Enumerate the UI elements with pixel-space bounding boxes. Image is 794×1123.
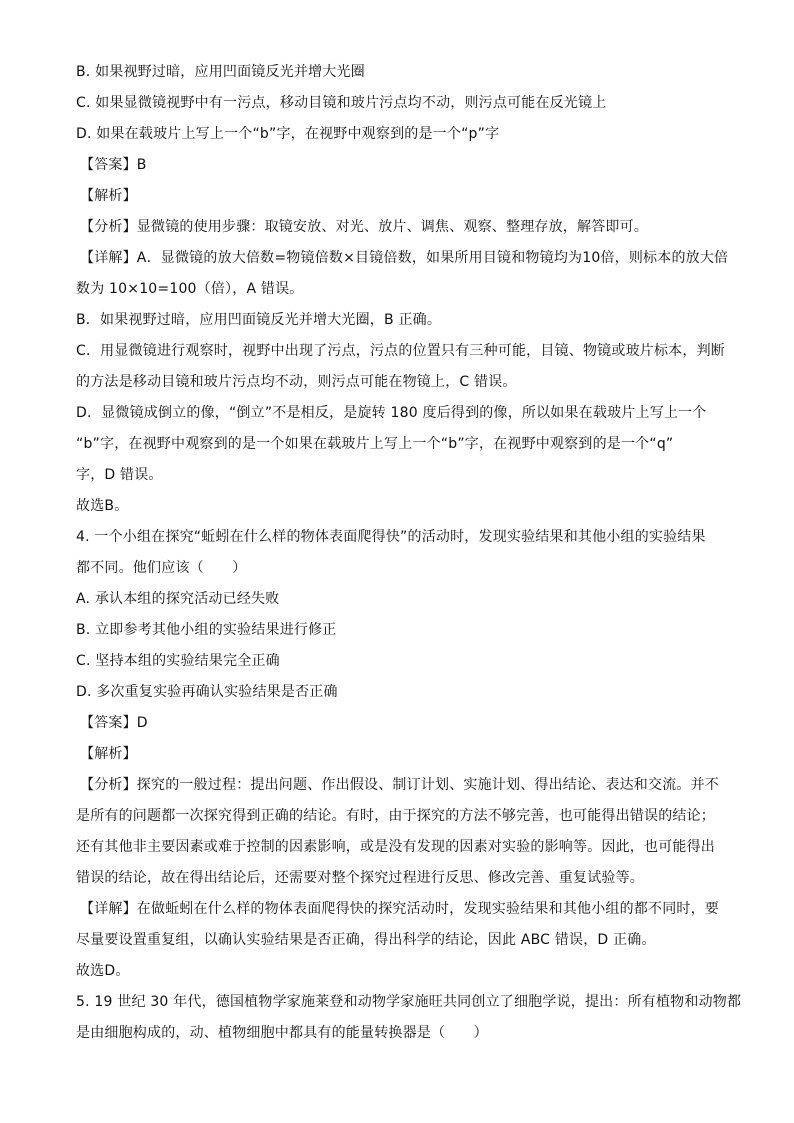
q4-conclusion: 故选D。 xyxy=(76,963,130,979)
q4-analysis-line: 还有其他非主要因素或难于控制的因素影响，或是没有发现的因素对实验的影响等。因此，也可能得出 xyxy=(76,839,715,855)
q3-conclusion: 故选B。 xyxy=(76,498,129,514)
q4-analysis-line: 错误的结论，故在得出结论后，还需要对整个探究过程进行反思、修改完善、重复试验等。 xyxy=(76,870,644,886)
q4-stem: 4. 一个小组在探究“蚯蚓在什么样的物体表面爬得快”的活动时，发现实验结果和其他小组的实验结果 xyxy=(76,529,706,545)
q3-detail-line: “b”字，在视野中观察到的是一个如果在载玻片上写上一个“b”字，在视野中观察到的是一个“q” xyxy=(76,436,674,452)
q3-detail-line: 的方法是移动目镜和玻片污点均不动，则污点可能在物镜上，C 错误。 xyxy=(76,374,517,390)
q4-detail-line: 【详解】在做蚯蚓在什么样的物体表面爬得快的探究活动时，发现实验结果和其他小组的都不同时，要 xyxy=(80,901,719,917)
q3-answer: 【答案】B xyxy=(80,157,147,173)
q4-option-d: D. 多次重复实验再确认实验结果是否正确 xyxy=(76,684,338,700)
q3-detail-line: B．如果视野过暗，应用凹面镜反光并增大光圈，B 正确。 xyxy=(76,312,442,328)
q3-detail-line: D．显微镜成倒立的像，“倒立”不是相反，是旋转 180 度后得到的像，所以如果在载玻片上写上一个 xyxy=(76,405,707,421)
q3-option-b: B. 如果视野过暗，应用凹面镜反光并增大光圈 xyxy=(76,64,365,80)
q3-option-d: D. 如果在载玻片上写上一个“b”字，在视野中观察到的是一个“p”字 xyxy=(76,126,500,142)
q3-detail-line: C．用显微镜进行观察时，视野中出现了污点，污点的位置只有三种可能，目镜、物镜或玻片标本，判断 xyxy=(76,343,725,359)
q4-analysis-heading: 【解析】 xyxy=(80,746,137,762)
q4-analysis-line: 【分析】探究的一般过程：提出问题、作出假设、制订计划、实施计划、得出结论、表达和交流。并不 xyxy=(80,777,719,793)
q5-stem: 是由细胞构成的，动、植物细胞中都具有的能量转换器是（ ） xyxy=(76,1025,488,1041)
q3-analysis: 【分析】显微镜的使用步骤：取镜安放、对光、放片、调焦、观察、整理存放，解答即可。 xyxy=(80,219,648,235)
q3-option-c: C. 如果显微镜视野中有一污点，移动目镜和玻片污点均不动，则污点可能在反光镜上 xyxy=(76,95,607,111)
q5-stem: 5. 19 世纪 30 年代，德国植物学家施莱登和动物学家施旺共同创立了细胞学说，提出：所有植物和动物都 xyxy=(76,994,742,1010)
q4-stem: 都不同。他们应该（ ） xyxy=(76,560,247,576)
q3-detail-line: 数为 10×10=100（倍），A 错误。 xyxy=(76,281,304,297)
q4-option-c: C. 坚持本组的实验结果完全正确 xyxy=(76,653,280,669)
q4-detail-line: 尽量要设置重复组，以确认实验结果是否正确，得出科学的结论，因此 ABC 错误，D 正确。 xyxy=(76,932,656,948)
q4-analysis-line: 是所有的问题都一次探究得到正确的结论。有时，由于探究的方法不够完善，也可能得出错误的结论； xyxy=(76,808,715,824)
q3-detail-line: 字，D 错误。 xyxy=(76,467,163,483)
q3-analysis-heading: 【解析】 xyxy=(80,188,137,204)
q4-option-b: B. 立即参考其他小组的实验结果进行修正 xyxy=(76,622,337,638)
q3-detail-line: 【详解】A．显微镜的放大倍数=物镜倍数×目镜倍数，如果所用目镜和物镜均为10倍，则标本的放大倍 xyxy=(80,250,729,266)
q4-option-a: A. 承认本组的探究活动已经失败 xyxy=(76,591,280,607)
q4-answer: 【答案】D xyxy=(80,715,148,731)
